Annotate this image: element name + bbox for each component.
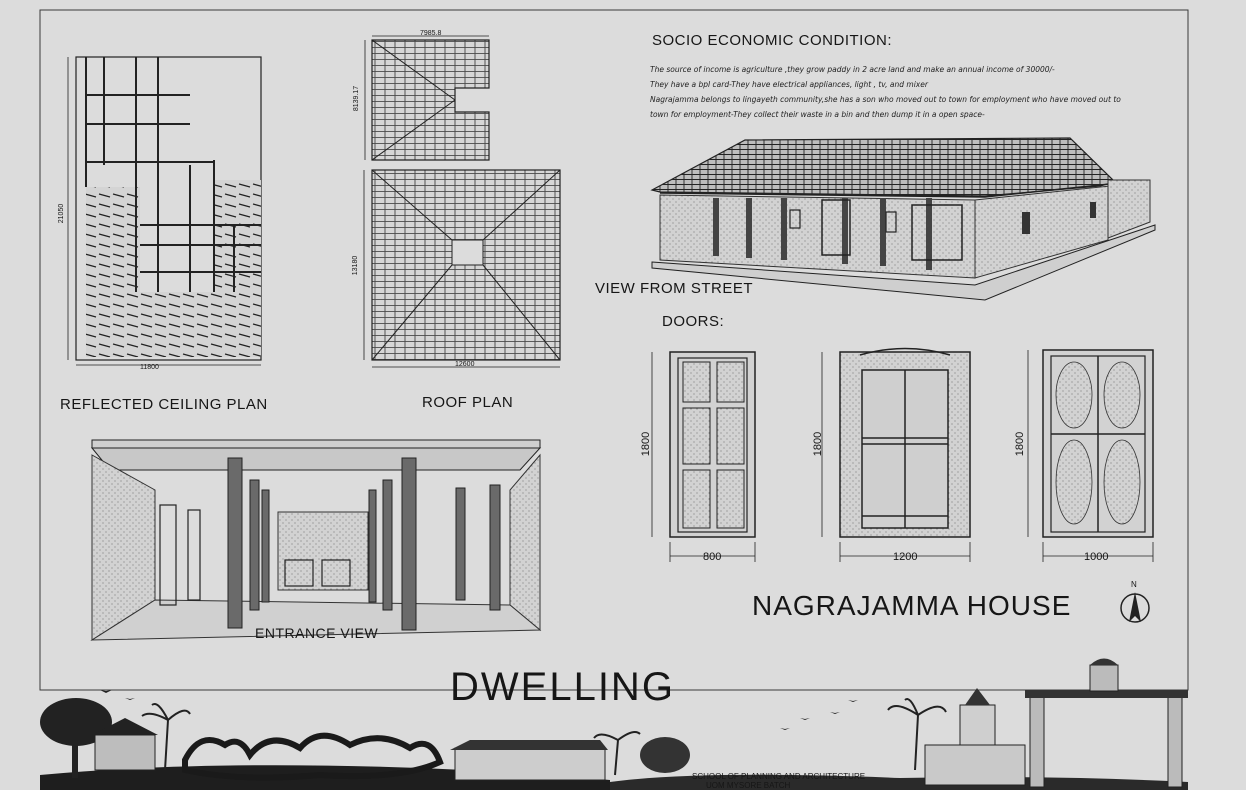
socio-note-line: Nagrajamma belongs to lingayeth community,she has a son who moved out to town for employment who have moved out to xyxy=(650,95,1121,104)
roof-plan-label: ROOF PLAN xyxy=(422,394,514,411)
door-2-height: 1800 xyxy=(812,431,825,457)
reflected-ceiling-plan-label: REFLECTED CEILING PLAN xyxy=(60,396,268,413)
door-1-width: 800 xyxy=(703,551,722,563)
socio-note-line: town for employment-They collect their waste in a bin and then dump it in a open space- xyxy=(650,110,985,119)
roof-plan-upper-side-dimension: 8139.17 xyxy=(353,85,361,112)
roof-plan-drawing xyxy=(364,36,560,367)
view-from-street-drawing xyxy=(652,138,1155,300)
door-3-height: 1800 xyxy=(1014,431,1027,457)
house-title: NAGRAJAMMA HOUSE xyxy=(752,590,1072,621)
door-1-height: 1800 xyxy=(640,431,653,457)
door-drawing-1200 xyxy=(822,349,970,563)
entrance-view-drawing xyxy=(92,440,540,640)
door-drawing-1000 xyxy=(1028,350,1153,562)
socio-economic-notes xyxy=(650,62,1180,122)
socio-note-line: They have a bpl card-They have electrical appliances, light , tv, and mixer xyxy=(650,80,928,89)
entrance-view-label: ENTRANCE VIEW xyxy=(255,625,379,641)
footer-school: SCHOOL OF PLANNING AND ARCHITECTURE xyxy=(692,772,866,781)
door-drawing-800 xyxy=(652,352,755,562)
reflected-ceiling-plan-drawing xyxy=(68,57,261,365)
socio-note-line: The source of income is agriculture ,they grow paddy in 2 acre land and make an annual income of 30000/- xyxy=(650,65,1055,74)
roof-plan-side-dimension: 13180 xyxy=(352,255,360,276)
door-2-width: 1200 xyxy=(893,551,918,563)
view-from-street-label: VIEW FROM STREET xyxy=(595,280,753,297)
north-arrow xyxy=(1121,592,1149,622)
ceiling-plan-height-dimension: 21050 xyxy=(58,203,66,224)
doors-heading: DOORS: xyxy=(662,313,725,330)
roof-plan-top-dimension: 7985.8 xyxy=(420,30,442,37)
socio-economic-heading: SOCIO ECONOMIC CONDITION: xyxy=(652,32,893,49)
main-title: DWELLING xyxy=(450,665,675,709)
door-3-width: 1000 xyxy=(1084,551,1109,563)
roof-plan-bottom-dimension: 12600 xyxy=(455,361,475,368)
ceiling-plan-width-dimension: 11800 xyxy=(140,364,159,371)
footer-batch: UOM MYSORE BATCH xyxy=(706,781,791,790)
north-mark: N xyxy=(1131,580,1137,589)
